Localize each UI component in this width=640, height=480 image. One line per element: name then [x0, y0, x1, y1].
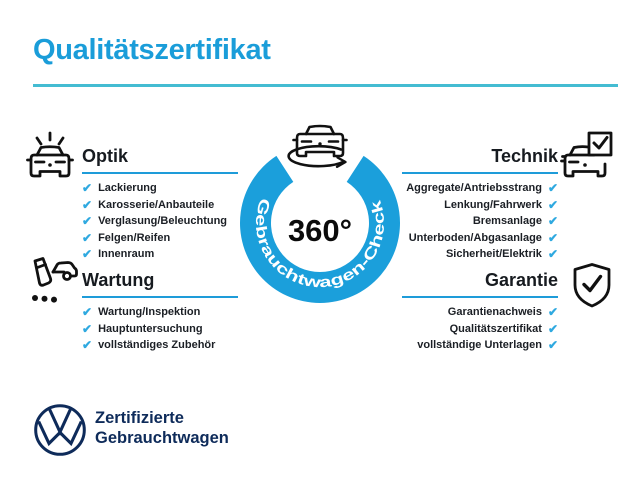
checklist-technik — [402, 180, 558, 263]
footer-line1: Zertifizierte — [95, 409, 184, 427]
list-item — [82, 304, 238, 321]
check-icon: ✔ — [82, 230, 93, 245]
item-label: vollständiges Zubehör — [98, 339, 216, 351]
pencil-car-icon — [26, 254, 78, 312]
list-item — [82, 213, 238, 230]
list-item — [402, 337, 558, 354]
check-icon: ✔ — [82, 338, 93, 353]
footer-line2: Gebrauchtwagen — [95, 429, 229, 447]
list-item — [82, 197, 238, 214]
check-icon: ✔ — [547, 247, 558, 262]
section-garantie — [402, 270, 558, 354]
list-item — [82, 321, 238, 338]
list-item — [402, 246, 558, 263]
check-icon: ✔ — [547, 230, 558, 245]
section-rule — [82, 296, 238, 298]
item-label: Unterboden/Abgasanlage — [408, 231, 542, 244]
item-label: Lenkung/Fahrwerk — [444, 198, 542, 211]
check-icon: ✔ — [82, 247, 93, 262]
check-icon: ✔ — [547, 197, 558, 212]
footer-brand-text — [95, 408, 229, 448]
section-title-wartung: Wartung — [82, 270, 155, 290]
section-optik — [82, 146, 238, 263]
item-label: Garantienachweis — [447, 306, 542, 318]
item-label: Qualitätszertifikat — [449, 322, 542, 335]
title-divider — [33, 84, 618, 87]
item-label: Hauptuntersuchung — [98, 322, 203, 335]
check-icon: ✔ — [547, 214, 558, 229]
check-icon: ✔ — [547, 181, 558, 196]
item-label: Aggregate/Antriebsstrang — [406, 182, 542, 194]
list-item — [82, 337, 238, 354]
vw-logo — [32, 402, 88, 458]
check-icon: ✔ — [82, 321, 93, 336]
list-item — [82, 246, 238, 263]
item-label: Karosserie/Anbauteile — [98, 198, 215, 211]
list-item — [82, 230, 238, 247]
list-item — [402, 213, 558, 230]
check-icon: ✔ — [82, 181, 93, 196]
section-wartung — [82, 270, 238, 354]
item-label: Sicherheit/Elektrik — [445, 248, 542, 260]
item-label: Wartung/Inspektion — [98, 306, 201, 318]
page-title: Qualitätszertifikat — [33, 34, 271, 66]
360-check-badge — [228, 118, 412, 318]
section-title-garantie: Garantie — [484, 270, 558, 290]
item-label: Lackierung — [98, 182, 157, 194]
list-item — [402, 197, 558, 214]
section-rule — [82, 172, 238, 174]
list-item — [402, 180, 558, 197]
car-checkbox-icon — [560, 128, 616, 186]
item-label: vollständige Unterlagen — [417, 339, 542, 351]
item-label: Innenraum — [98, 248, 155, 260]
ring-label-text: Gebrauchtwagen-Check — [251, 196, 389, 292]
section-title-technik: Technik — [491, 146, 558, 166]
check-icon: ✔ — [82, 305, 93, 320]
car-shine-icon — [24, 128, 76, 186]
degree-value: 360° — [287, 213, 353, 248]
checklist-optik — [82, 180, 238, 263]
section-rule — [402, 172, 558, 174]
list-item — [402, 321, 558, 338]
section-technik — [402, 146, 558, 263]
section-title-optik: Optik — [82, 146, 129, 166]
list-item — [82, 180, 238, 197]
section-rule — [402, 296, 558, 298]
checklist-wartung — [82, 304, 238, 354]
check-icon: ✔ — [547, 305, 558, 320]
car-rotate-icon — [289, 126, 347, 167]
check-icon: ✔ — [547, 338, 558, 353]
check-icon: ✔ — [547, 321, 558, 336]
list-item — [402, 230, 558, 247]
list-item — [402, 304, 558, 321]
check-icon: ✔ — [82, 197, 93, 212]
shield-check-icon — [569, 261, 615, 313]
item-label: Felgen/Reifen — [98, 231, 171, 244]
item-label: Verglasung/Beleuchtung — [98, 215, 228, 227]
check-icon: ✔ — [82, 214, 93, 229]
checklist-garantie — [402, 304, 558, 354]
item-label: Bremsanlage — [472, 215, 542, 227]
